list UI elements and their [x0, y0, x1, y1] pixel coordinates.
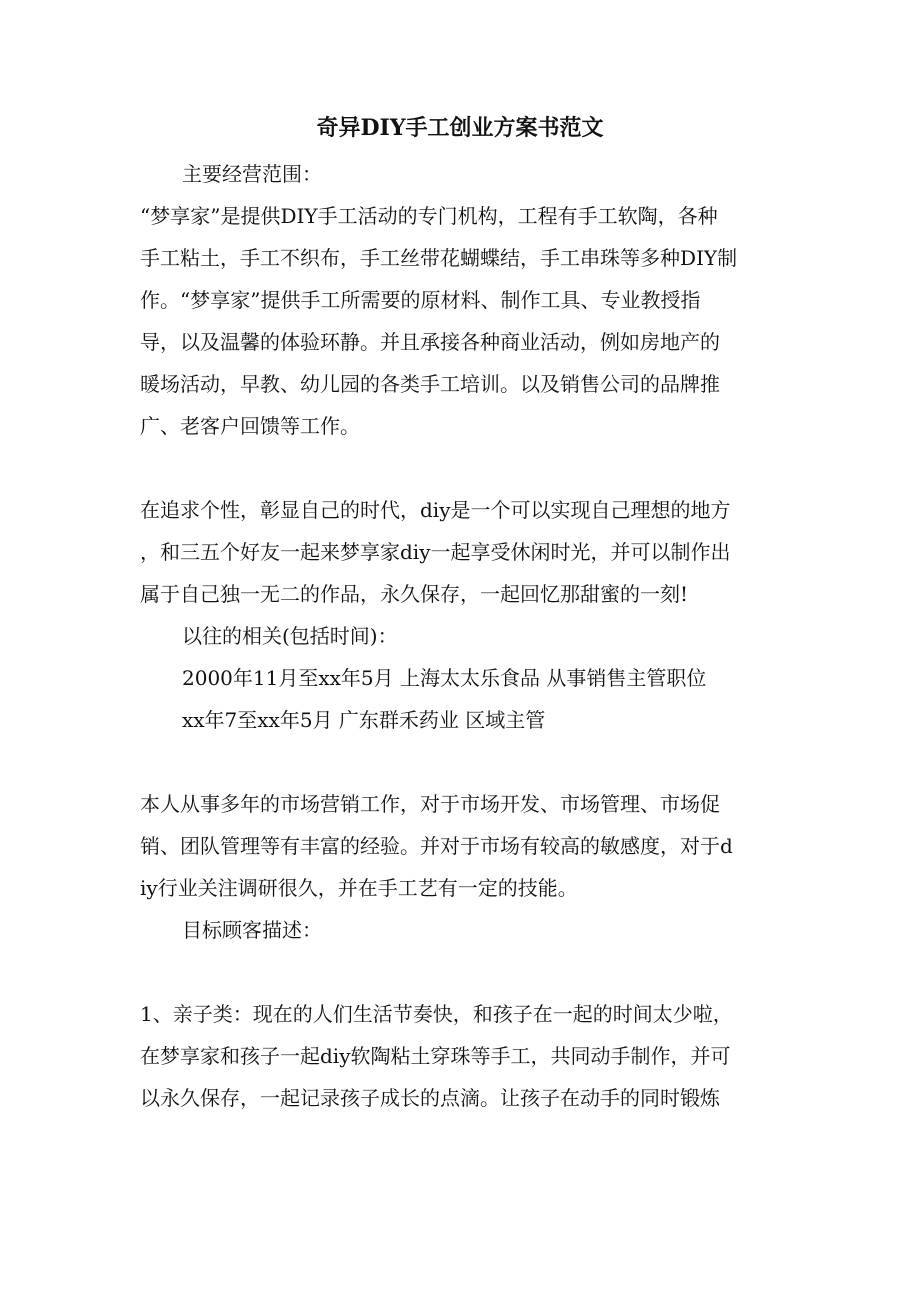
- paragraph-line: ，和三五个好友一起来梦享家diy一起享受休闲时光，并可以制作出: [140, 540, 731, 564]
- paragraph-line: 作。“梦享家”提供手工所需要的原材料、制作工具、专业教授指: [140, 288, 701, 312]
- document-title: 奇异DIY手工创业方案书范文: [316, 115, 604, 141]
- paragraph-line: 在追求个性，彰显自己的时代，diy是一个可以实现自己理想的地方: [140, 498, 731, 522]
- experience-entry: 2000年11月至xx年5月 上海太太乐食品 从事销售主管职位: [182, 666, 707, 690]
- paragraph-line: 属于自己独一无二的作品，永久保存，一起回忆那甜蜜的一刻!: [140, 582, 689, 606]
- paragraph-line: 本人从事多年的市场营销工作，对于市场开发、市场管理、市场促: [140, 792, 720, 816]
- paragraph-line: 在梦享家和孩子一起diy软陶粘土穿珠等手工，共同动手制作，并可: [140, 1044, 731, 1068]
- paragraph-line: 1、亲子类：现在的人们生活节奏快，和孩子在一起的时间太少啦，: [140, 1002, 733, 1026]
- section-heading-experience: 以往的相关(包括时间)：: [182, 624, 398, 648]
- experience-entry: xx年7至xx年5月 广东群禾药业 区域主管: [182, 708, 546, 732]
- paragraph-line: 销、团队管理等有丰富的经验。并对于市场有较高的敏感度，对于d: [140, 834, 733, 858]
- paragraph-line: 导，以及温馨的体验环静。并且承接各种商业活动，例如房地产的: [140, 330, 720, 354]
- paragraph-line: 暖场活动，早教、幼儿园的各类手工培训。以及销售公司的品牌推: [140, 372, 720, 396]
- paragraph-line: 手工粘土，手工不织布，手工丝带花蝴蝶结，手工串珠等多种DIY制: [140, 246, 738, 270]
- section-heading-business-scope: 主要经营范围：: [182, 162, 322, 186]
- paragraph-line: 广、老客户回馈等工作。: [140, 414, 360, 438]
- paragraph-line: “梦享家”是提供DIY手工活动的专门机构，工程有手工软陶，各种: [140, 204, 718, 228]
- paragraph-line: 以永久保存，一起记录孩子成长的点滴。让孩子在动手的同时锻炼: [140, 1086, 720, 1110]
- section-heading-target-customers: 目标顾客描述：: [182, 918, 322, 942]
- paragraph-line: iy行业关注调研很久，并在手工艺有一定的技能。: [140, 876, 578, 900]
